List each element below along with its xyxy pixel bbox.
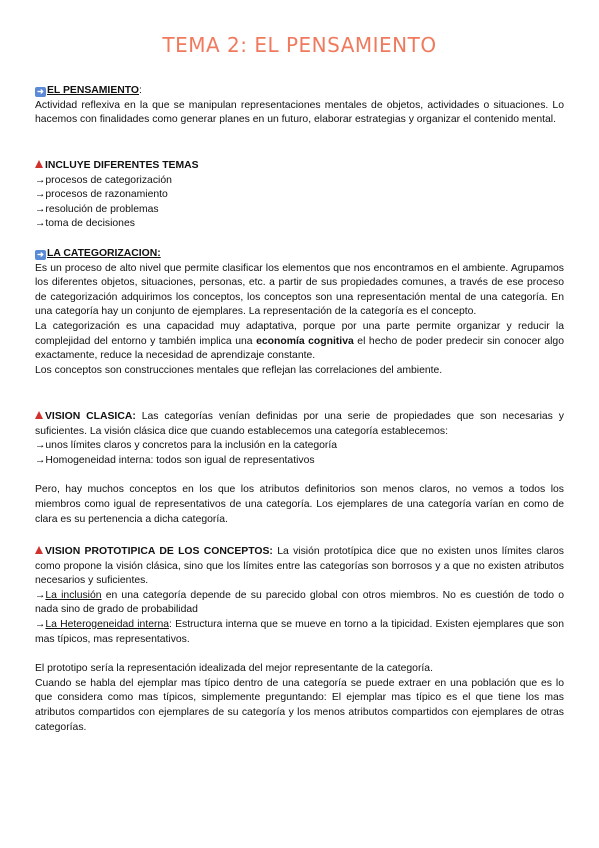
section-temas bbox=[35, 159, 564, 232]
paragraph: Actividad reflexiva en la que se manipulan representaciones mentales de objetos, actividades o situaciones. Lo hacemos con finalidades como generar planes en un futuro, elaborar estrategias y organizar el contenido mental. bbox=[35, 99, 564, 126]
section-heading: LA CATEGORIZACION: bbox=[47, 248, 161, 259]
section-heading: VISION PROTOTIPICA DE LOS CONCEPTOS: bbox=[45, 546, 273, 557]
term-label: La inclusión bbox=[45, 589, 102, 601]
section-heading-line bbox=[35, 84, 564, 99]
term-label: La Heterogeneidad interna bbox=[45, 618, 170, 630]
section-heading-line bbox=[35, 247, 564, 262]
section-vision-prototipica bbox=[35, 545, 564, 735]
red-triangle-icon bbox=[35, 160, 43, 168]
paragraph bbox=[35, 545, 564, 589]
list-item: → unos límites claros y concretos para la inclusión en la categoría bbox=[35, 439, 564, 454]
right-arrow-icon: ➜ bbox=[35, 250, 46, 260]
text-run: La visión prototípica dice que no existen unos límites claros como propone la visión clásica, sino que los límites entre las categorías son borrosos y a que no existen atributos necesarios y suficientes. bbox=[35, 546, 564, 587]
section-heading: EL PENSAMIENTO bbox=[47, 85, 139, 96]
list-item: → Homogeneidad interna: todos son igual de representativos bbox=[35, 454, 564, 469]
list-item: → procesos de razonamiento bbox=[35, 188, 564, 203]
red-triangle-icon bbox=[35, 411, 43, 419]
text-run: Las categorías venían definidas por una serie de propiedades que son necesarias y suficientes. La visión clásica dice que cuando establecemos una categoría establecemos: bbox=[35, 411, 564, 437]
paragraph bbox=[35, 320, 564, 364]
text-run: el hecho de poder predecir sin conocer algo exactamente, reduce la necesidad de aprendizaje constante. bbox=[35, 335, 564, 362]
section-pensamiento bbox=[35, 84, 564, 128]
list-item: → procesos de categorización bbox=[35, 174, 564, 189]
arrow-bullet bbox=[35, 619, 45, 630]
paragraph: Es un proceso de alto nivel que permite clasificar los elementos que nos encontramos en el ambiente. Agrupamos los diferentes objetos, situaciones, personas, etc. a partir de sus propiedades comunes, a través de ese proceso de categorización adquirimos los conceptos, los conceptos son una representación mental de una categoría. En una categoría hay un conjunto de ejemplares. La representación de la categoría es el concepto. bbox=[35, 262, 564, 318]
text-run: en una categoría depende de su parecido global con otros miembros. No es cuestión de todo o nada sino de grado de probabilidad bbox=[35, 589, 564, 616]
topic-list bbox=[35, 174, 564, 232]
bold-term: economía cognitiva bbox=[256, 335, 354, 347]
paragraph: El prototipo sería la representación idealizada del mejor representante de la categoría. bbox=[35, 663, 433, 675]
list-item bbox=[35, 618, 564, 647]
paragraph: Pero, hay muchos conceptos en los que los atributos definitorios son menos claros, no vemos a todos los miembros como igual de representativos de una categoría. Los ejemplares de una categoría varían en como de clara es su pertenencia a dicha categoría. bbox=[35, 484, 564, 525]
section-vision-clasica bbox=[35, 410, 564, 527]
heading-colon: : bbox=[139, 85, 142, 96]
list-item bbox=[35, 589, 564, 618]
property-list bbox=[35, 439, 564, 468]
red-triangle-icon bbox=[35, 546, 43, 554]
section-categorizacion bbox=[35, 247, 564, 378]
text-run: La categorización es una capacidad muy adaptativa, porque por una parte permite organizar y reducir la complejidad del entorno y también implica una bbox=[35, 320, 564, 347]
right-arrow-icon: ➜ bbox=[35, 87, 46, 97]
paragraph: Cuando se habla del ejemplar mas típico dentro de una categoría se puede extraer en una población que es lo que considera como mas típicos, simplemente preguntando: El ejemplar mas típico es el que tiene los mas atributos compartidos con ejemplares de su categoría y los menos atributos compartidos con ejemplares de otras categorías. bbox=[35, 677, 564, 733]
section-heading: INCLUYE DIFERENTES TEMAS bbox=[45, 160, 199, 171]
page-title: TEMA 2: EL PENSAMIENTO bbox=[162, 33, 437, 57]
text-run: : Estructura interna que se mueve en torno a la tipicidad. Existen ejemplares que son mas típicos, mas representativos. bbox=[35, 618, 564, 645]
arrow-bullet bbox=[35, 590, 45, 601]
paragraph bbox=[35, 410, 564, 439]
section-heading: VISION CLASICA: bbox=[45, 411, 136, 422]
section-heading-line bbox=[35, 159, 564, 174]
list-item: → toma de decisiones bbox=[35, 217, 564, 232]
list-item: → resolución de problemas bbox=[35, 203, 564, 218]
paragraph: Los conceptos son construcciones mentales que reflejan las correlaciones del ambiente. bbox=[35, 364, 443, 376]
